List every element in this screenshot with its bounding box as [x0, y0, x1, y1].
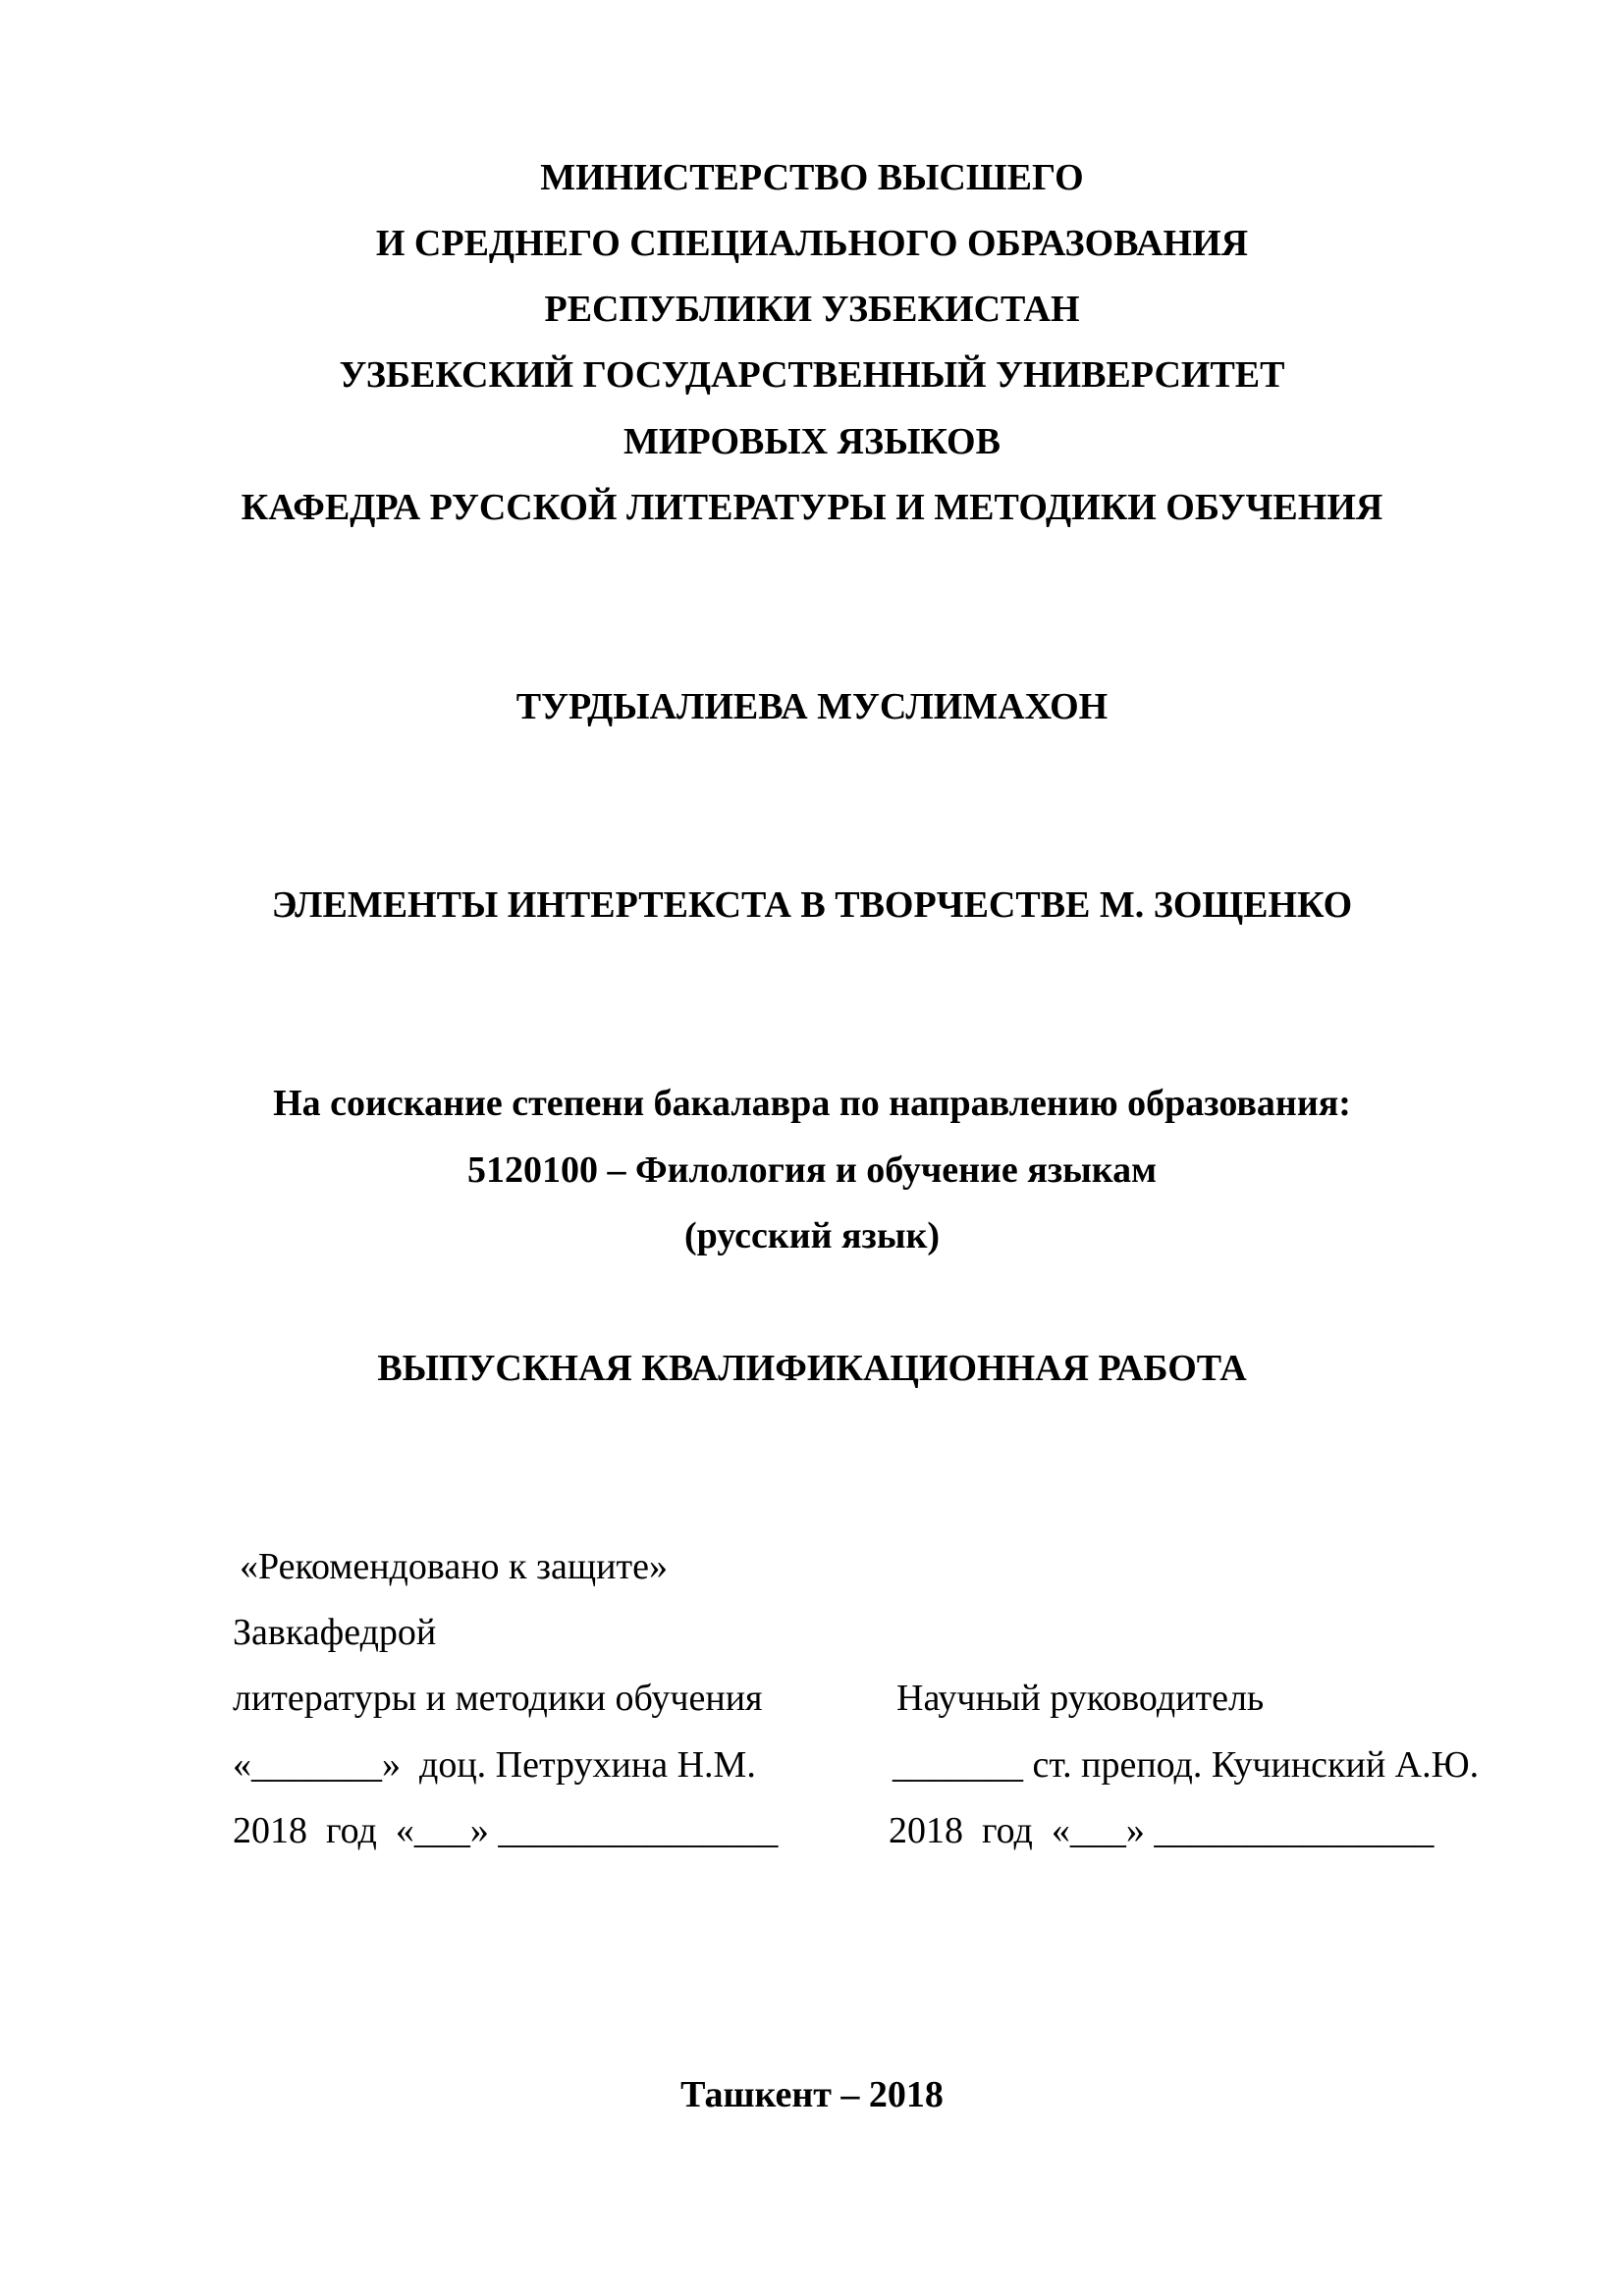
ministry-line-3: РЕСПУБЛИКИ УЗБЕКИСТАН [544, 289, 1080, 330]
department-line: КАФЕДРА РУССКОЙ ЛИТЕРАТУРЫ И МЕТОДИКИ ОБУЧЕНИЯ [241, 487, 1383, 528]
university-line-2: МИРОВЫХ ЯЗЫКОВ [623, 421, 1001, 462]
head-date: 2018 год «___» _______________ [233, 1810, 779, 1851]
degree-line-3: (русский язык) [683, 1215, 941, 1256]
city-year: Ташкент – 2018 [680, 2074, 944, 2115]
supervisor-title: Научный руководитель [896, 1678, 1265, 1719]
degree-line-2: 5120100 – Филология и обучение языкам [467, 1149, 1157, 1191]
author-name: ТУРДЫАЛИЕВА МУСЛИМАХОН [515, 686, 1109, 727]
department-name: литературы и методики обучения [233, 1678, 763, 1719]
head-signature: «_______» доц. Петрухина Н.М. [233, 1744, 756, 1786]
university-line-1: УЗБЕКСКИЙ ГОСУДАРСТВЕННЫЙ УНИВЕРСИТЕТ [339, 354, 1285, 396]
recommended-label: «Рекомендовано к защите» [240, 1546, 668, 1587]
ministry-line-1: МИНИСТЕРСТВО ВЫСШЕГО [540, 157, 1084, 198]
supervisor-date: 2018 год «___» _______________ [889, 1810, 1435, 1851]
supervisor-signature: _______ ст. препод. Кучинский А.Ю. [893, 1744, 1480, 1786]
thesis-title: ЭЛЕМЕНТЫ ИНТЕРТЕКСТА В ТВОРЧЕСТВЕ М. ЗОЩЕНКО [271, 884, 1353, 926]
degree-line-1: На соискание степени бакалавра по направлению образования: [273, 1083, 1351, 1124]
head-title: Завкафедрой [233, 1612, 437, 1653]
work-type: ВЫПУСКНАЯ КВАЛИФИКАЦИОННАЯ РАБОТА [377, 1348, 1247, 1389]
ministry-line-2: И СРЕДНЕГО СПЕЦИАЛЬНОГО ОБРАЗОВАНИЯ [375, 223, 1249, 264]
